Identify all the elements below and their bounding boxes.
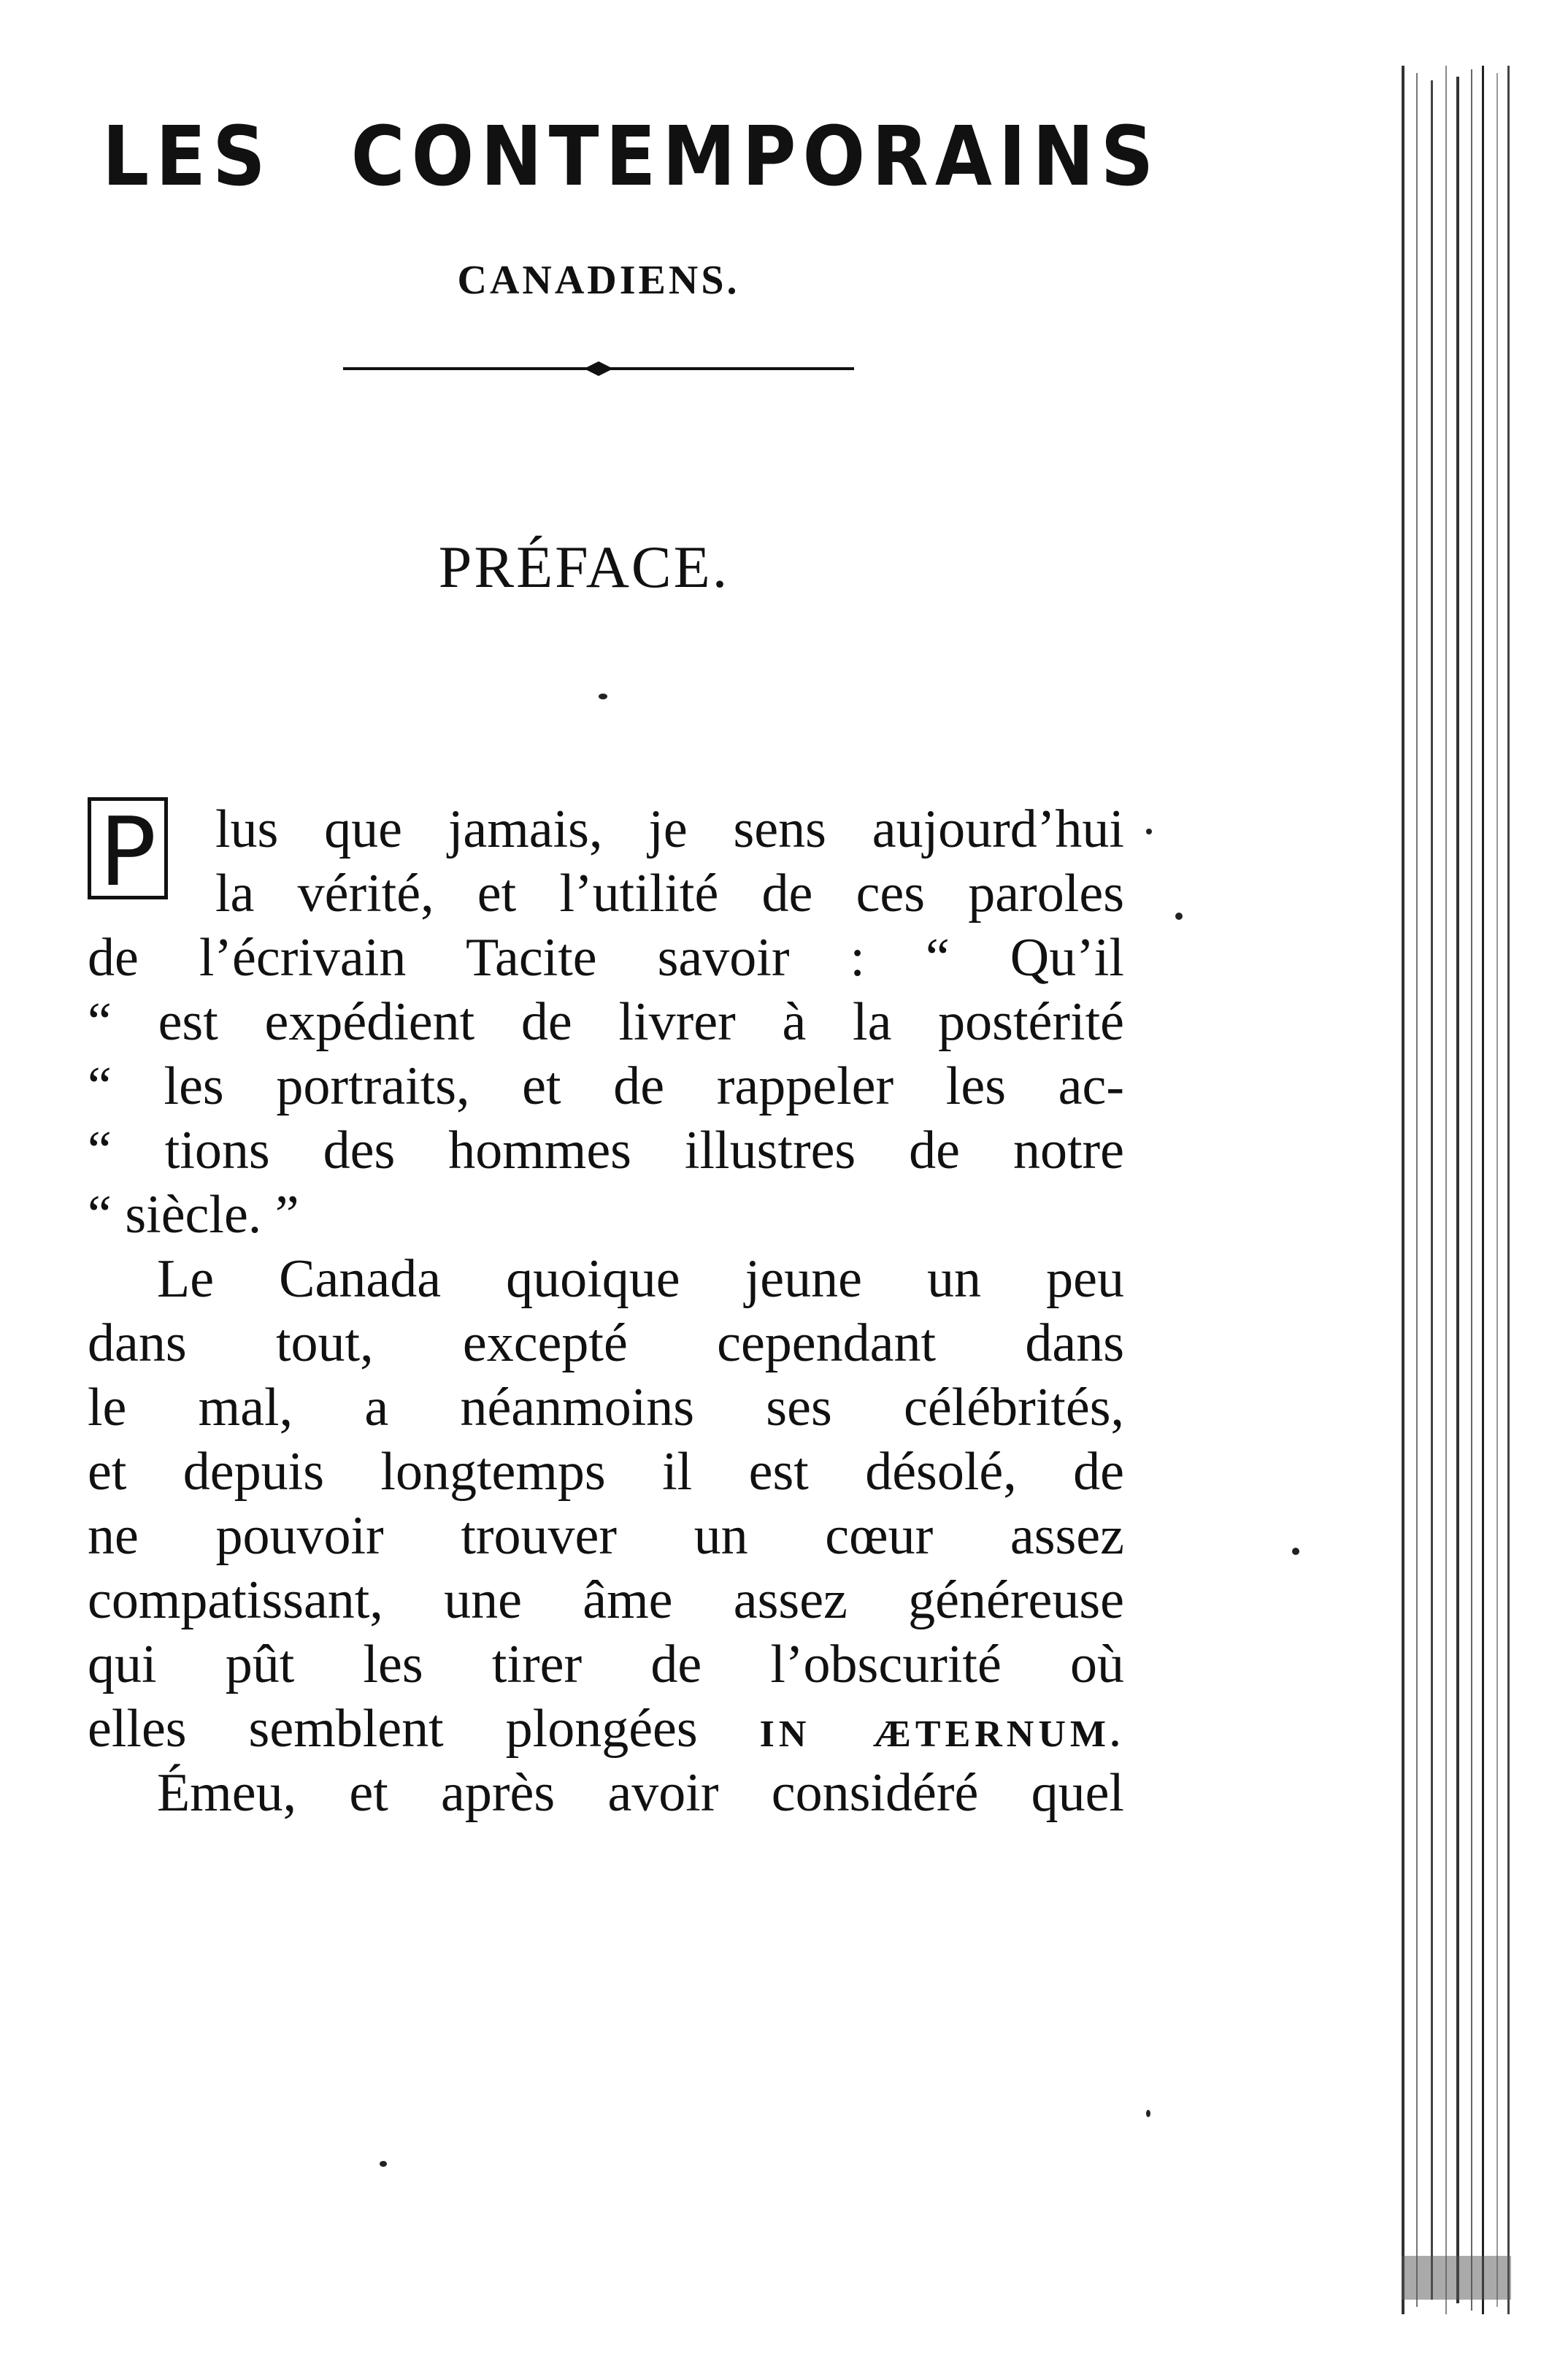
book-title [102,110,1161,204]
text-line: Émeu, et après avoir considéré quel [157,1763,1124,1823]
paper-speck [599,694,607,699]
text-line: Le Canada quoique jeune un peu [157,1249,1124,1309]
book-subtitle: CANADIENS. [457,258,740,303]
text-line: le mal, a néanmoins ses célébrités, [88,1378,1124,1437]
paper-speck [1175,913,1183,920]
section-heading: PRÉFACE. [438,534,730,600]
page-edge-spine [1372,66,1518,2314]
text-span: elles semblent plongées [88,1699,698,1759]
text-line: qui pût les tirer de l’obscurité où [88,1635,1124,1694]
text-line: dans tout, excepté cependant dans [88,1313,1124,1373]
title-word-contemporains: CONTEMPORAINS [350,110,1161,204]
text-line: “ les portraits, et de rappeler les ac- [88,1056,1124,1116]
paper-speck [1146,829,1152,834]
text-line: “ est expédient de livrer à la postérité [88,992,1124,1052]
text-line: de l’écrivain Tacite savoir : “ Qu’il [88,928,1124,988]
text-line: “ tions des hommes illustres de notre [88,1121,1124,1180]
text-line: compatissant, une âme assez généreuse [88,1570,1124,1630]
paper-speck [1292,1548,1299,1555]
text-line [88,1697,1124,1761]
text-line: “ siècle. ” [88,1185,299,1245]
title-word-les: LES [102,110,272,204]
paper-speck [1146,2110,1150,2117]
drop-cap: P [88,797,168,899]
body-text [88,797,1124,1825]
text-line: ne pouvoir trouver un cœur assez [88,1506,1124,1566]
ornamental-rule [343,358,854,380]
latin-phrase: IN ÆTERNUM. [759,1713,1124,1755]
text-line: la vérité, et l’utilité de ces paroles [215,864,1124,924]
text-line: et depuis longtemps il est désolé, de [88,1442,1124,1502]
text-line: lus que jamais, je sens aujourd’hui [215,799,1124,859]
paper-speck [380,2161,387,2167]
